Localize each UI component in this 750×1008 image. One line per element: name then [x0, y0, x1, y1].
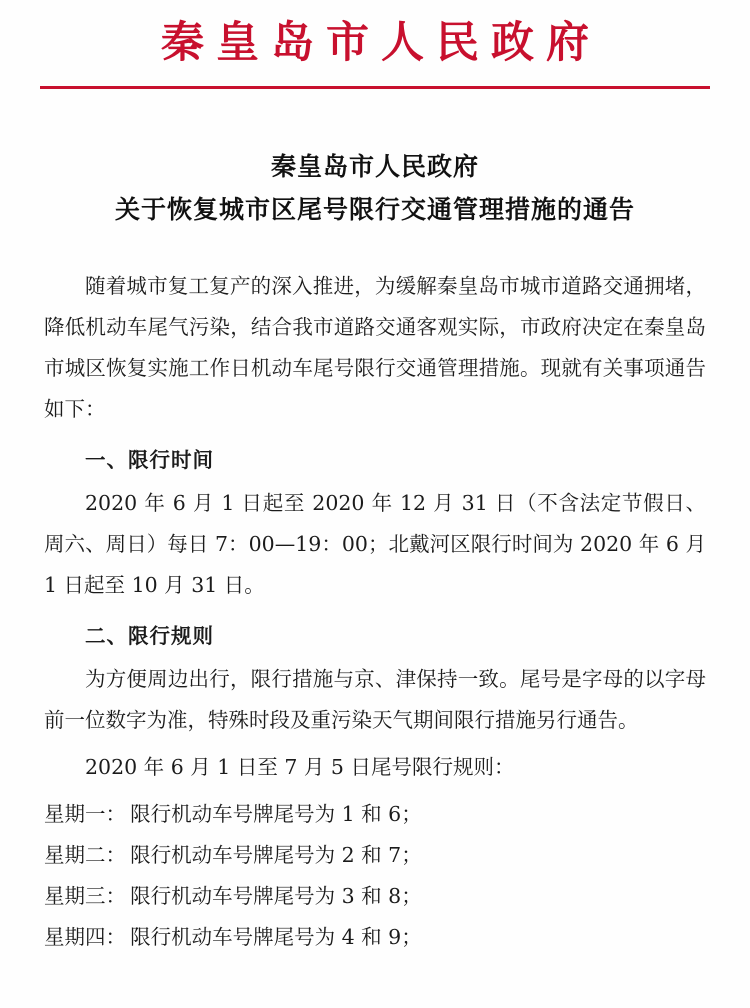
rule-day-label: 星期二：	[44, 843, 126, 868]
rule-text: 限行机动车号牌尾号为 3 和 8；	[130, 884, 422, 909]
rule-text: 限行机动车号牌尾号为 2 和 7；	[130, 843, 422, 868]
document-body	[44, 266, 706, 958]
section-1-paragraph-1: 2020 年 6 月 1 日起至 2020 年 12 月 31 日（不含法定节假日、周六、周日）每日 7：00—19：00；北戴河区限行时间为 2020 年 6 月 1 日起至 10 月 31 日。	[44, 491, 706, 598]
letterhead	[0, 0, 750, 89]
section-heading-1: 一、限行时间	[85, 448, 214, 473]
section-2-paragraph-2: 2020 年 6 月 1 日至 7 月 5 日尾号限行规则：	[85, 755, 515, 780]
rule-line	[44, 876, 706, 917]
rule-line	[44, 794, 706, 835]
rule-day-label: 星期一：	[44, 802, 126, 827]
rule-day-label: 星期四：	[44, 925, 126, 950]
document-title-line-2: 关于恢复城市区尾号限行交通管理措施的通告	[114, 195, 635, 225]
rule-line	[44, 917, 706, 958]
document-title	[0, 145, 750, 233]
rule-day-label: 星期三：	[44, 884, 126, 909]
document-title-line-1: 秦皇岛市人民政府	[270, 151, 479, 181]
rule-line	[44, 835, 706, 876]
rule-text: 限行机动车号牌尾号为 4 和 9；	[130, 925, 422, 950]
letterhead-divider	[40, 86, 710, 89]
letterhead-organization: 秦皇岛市人民政府	[161, 18, 601, 68]
intro-paragraph: 随着城市复工复产的深入推进，为缓解秦皇岛市城市道路交通拥堵，降低机动车尾气污染，结合我市道路交通客观实际，市政府决定在秦皇岛市城区恢复实施工作日机动车尾号限行交通管理措施。现就有关事项通告如下：	[44, 274, 706, 422]
section-2-paragraph-1: 为方便周边出行，限行措施与京、津保持一致。尾号是字母的以字母前一位数字为准，特殊时段及重污染天气期间限行措施另行通告。	[44, 667, 706, 733]
section-heading-2: 二、限行规则	[85, 624, 214, 649]
rule-text: 限行机动车号牌尾号为 1 和 6；	[130, 802, 422, 827]
